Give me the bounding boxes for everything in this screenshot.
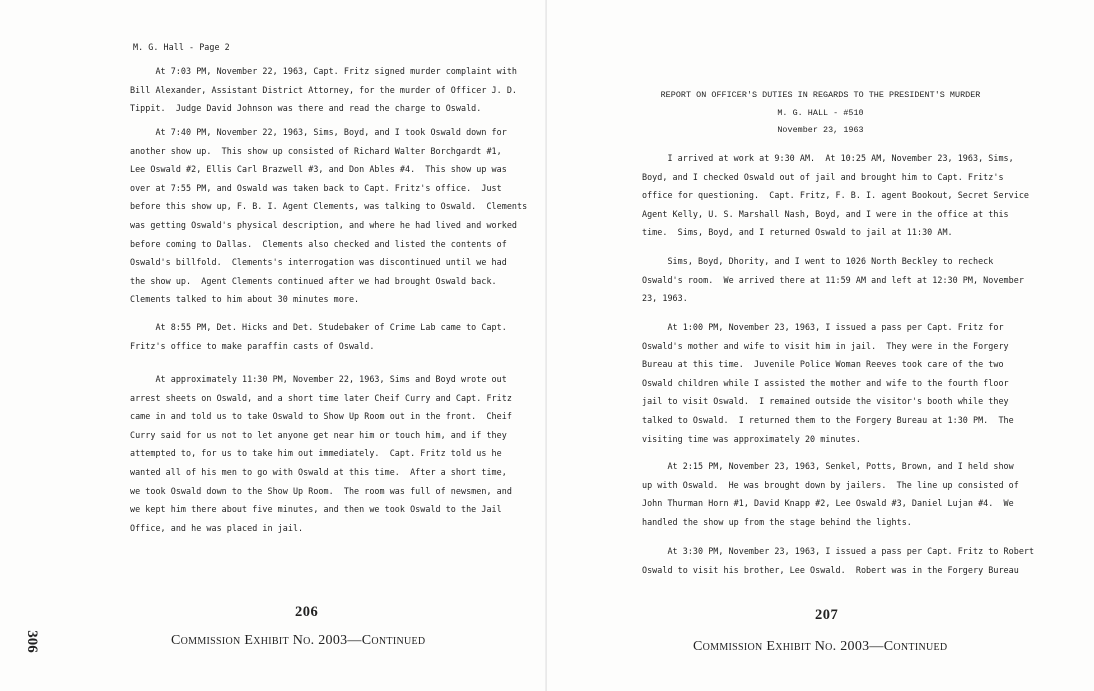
left-paragraph-4: At approximately 11:30 PM, November 22, 1963, Sims and Boyd wrote out arrest sheets on Oswald, and a short time later Cheif Curry and Capt. Fritz came in and told us to take Oswald to Show Up Room out in the front. Cheif Curry said for us not to let anyone get near him or touch him, and if they attempted to, for us to take him out immediately. Capt. Fritz told us he wanted all of his men to go with Oswald at this time. After a short time, we took Oswald down to the Show Up Room. The room was full of newsmen, and we kept him there about five minutes, and then we took Oswald to the Jail Office, and he was placed in jail. bbox=[130, 374, 512, 533]
right-caption: Commission Exhibit No. 2003—Continued bbox=[693, 639, 948, 654]
right-page-number: 207 bbox=[815, 607, 839, 623]
report-title: REPORT ON OFFICER'S DUTIES IN REGARDS TO THE PRESIDENT'S MURDER bbox=[660, 90, 981, 100]
left-paragraph-2: At 7:40 PM, November 22, 1963, Sims, Boyd, and I took Oswald down for another show up. This show up consisted of Richard Walter Borchgardt #1, Lee Oswald #2, Ellis Carl Brazwell #3, and Don Ables #4. This show up was over at 7:55 PM, and Oswald was taken back to Capt. Fritz's office. Just before this show up, F. B. I. Agent Clements, was talking to Oswald. Clements was getting Oswald's physical description, and where he had lived and worked before coming to Dallas. Clements also checked and listed the contents of Oswald's billfold. Clements's interrogation was discontinued until we had the show up. Agent Clements continued after we had brought Oswald back. Clements talked to him about 30 minutes more. bbox=[130, 127, 528, 305]
right-paragraph-1: I arrived at work at 9:30 AM. At 10:25 AM, November 23, 1963, Sims, Boyd, and I checked Oswald out of jail and brought him to Capt. Fritz's office for questioning. Capt. Fritz, F. B. I. agent Bookout, Secret Service Agent Kelly, U. S. Marshall Nash, Boyd, and I were in the office at this time. Sims, Boyd, and I returned Oswald to jail at 11:30 AM. bbox=[642, 153, 1030, 238]
left-page-number: 206 bbox=[295, 604, 319, 620]
left-paragraph-1: At 7:03 PM, November 22, 1963, Capt. Fritz signed murder complaint with Bill Alexander, Assistant District Attorney, for the murder of Officer J. D. Tippit. Judge David Johnson was there and read the charge to Oswald. bbox=[130, 66, 518, 114]
right-paragraph-4: At 2:15 PM, November 23, 1963, Senkel, Potts, Brown, and I held show up with Oswald. He was brought down by jailers. The line up consisted of John Thurman Horn #1, David Knapp #2, Lee Oswald #3, Daniel Lujan #4. We handled the show up from the stage behind the lights. bbox=[642, 461, 1019, 527]
right-paragraph-5: At 3:30 PM, November 23, 1963, I issued a pass per Capt. Fritz to Robert Oswald to visit his brother, Lee Oswald. Robert was in the Forgery Bureau bbox=[642, 546, 1035, 575]
right-paragraph-3: At 1:00 PM, November 23, 1963, I issued a pass per Capt. Fritz for Oswald's mother and wife to visit him in jail. They were in the Forgery Bureau at this time. Juvenile Police Woman Reeves took care of the two Oswald children while I assisted the mother and wife to the fourth floor jail to visit Oswald. I remained outside the visitor's booth while they talked to Oswald. I returned them to the Forgery Bureau at 1:30 PM. The visiting time was approximately 20 minutes. bbox=[642, 322, 1014, 444]
left-caption: Commission Exhibit No. 2003—Continued bbox=[171, 633, 426, 648]
left-paragraph-3: At 8:55 PM, Det. Hicks and Det. Studebaker of Crime Lab came to Capt. Fritz's office to make paraffin casts of Oswald. bbox=[130, 322, 507, 351]
side-page-number: 306 bbox=[23, 630, 40, 653]
report-date: November 23, 1963 bbox=[777, 125, 864, 135]
left-page-header: M. G. Hall - Page 2 bbox=[133, 42, 230, 52]
right-page bbox=[547, 0, 1094, 691]
right-paragraph-2: Sims, Boyd, Dhority, and I went to 1026 North Beckley to recheck Oswald's room. We arrived there at 11:59 AM and left at 12:30 PM, November 23, 1963. bbox=[642, 256, 1024, 304]
officer-name: M. G. HALL - #510 bbox=[777, 108, 864, 118]
